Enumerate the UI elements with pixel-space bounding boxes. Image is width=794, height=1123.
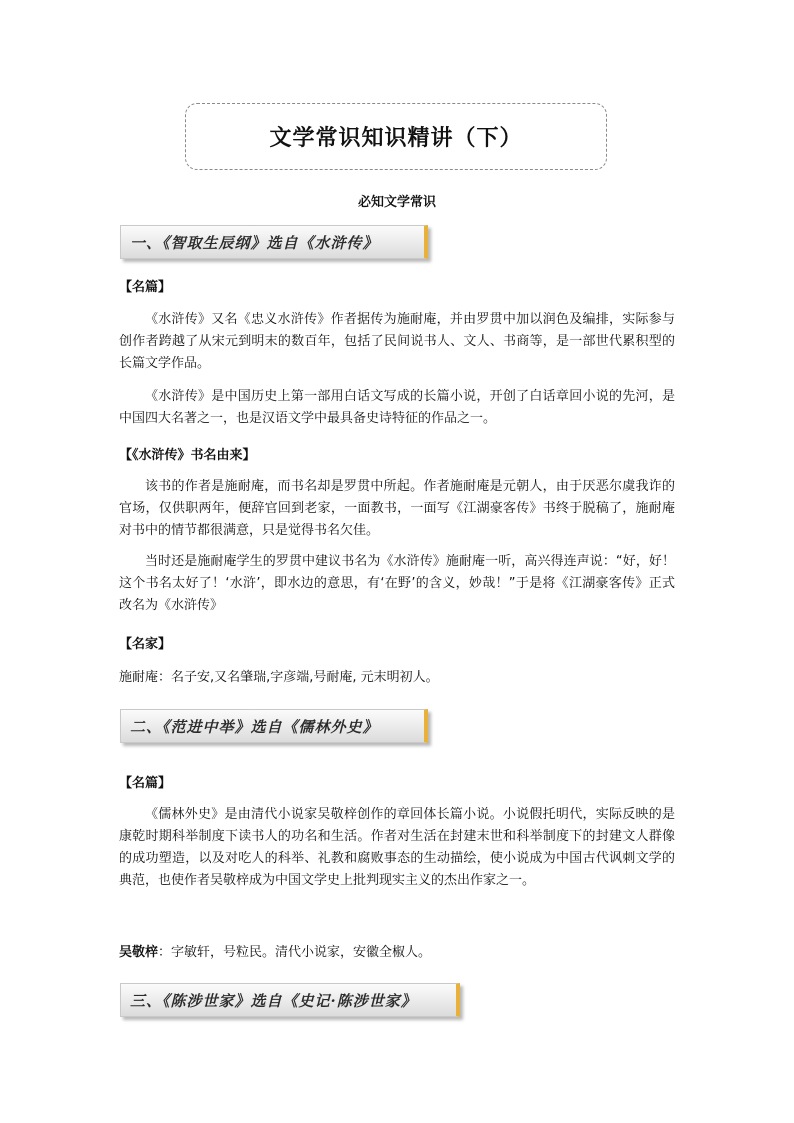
heading-title-origin: 【《水浒传》书名由来】: [119, 448, 256, 463]
heading-works-1: 【名篇】: [119, 280, 172, 295]
paragraph-origin-2: 当时还是施耐庵学生的罗贯中建议书名为《水浒传》施耐庵一听，高兴得连声说：“好，好！这个书名太好了！‘水浒’，即水边的意思，有‘在野’的含义，妙哉！”于是将《江湖豪客传》正式改名为《水浒传》: [119, 554, 675, 613]
paragraph-shuihu-intro: 《水浒传》又名《忠义水浒传》作者据传为施耐庵，并由罗贯中加以润色及编排，实际参与创作者跨越了从宋元到明末的数百年，包括了民间说书人、文人、书商等，是一部世代累积型的长篇文学作品。: [119, 312, 675, 371]
paragraph-shuihu-status: 《水浒传》是中国历史上第一部用白话文写成的长篇小说，开创了白话章回小说的先河，是中国四大名著之一，也是汉语文学中最具备史诗特征的作品之一。: [119, 389, 675, 426]
author-line-shi-naian: 施耐庵：名子安,又名肇瑞,字彦端,号耐庵, 元末明初人。: [119, 670, 439, 685]
paragraph-origin-1: 该书的作者是施耐庵，而书名却是罗贯中所起。作者施耐庵是元朝人，由于厌恶尔虞我诈的官场，仅供职两年，便辞官回到老家，一面教书，一面写《江湖豪客传》书终于脱稿了，施耐庵对书中的情节都很满意，只是觉得书名欠佳。: [119, 479, 675, 538]
author-line-wu-jingzi: [119, 941, 431, 960]
section-banner-1: 一、《智取生辰纲》选自《水浒传》: [120, 225, 428, 259]
section-banner-3: 三、《陈涉世家》选自《史记·陈涉世家》: [120, 983, 460, 1017]
paragraph-rulin-waishi: 《儒林外史》是由清代小说家吴敬梓创作的章回体长篇小说。小说假托明代，实际反映的是康乾时期科举制度下读书人的功名和生活。作者对生活在封建末世和科举制度下的封建文人群像的成功塑造，以及对吃人的科举、礼教和腐败事态的生动描绘，使小说成为中国古代讽刺文学的典范，也使作者吴敬梓成为中国文学史上批判现实主义的杰出作家之一。: [119, 807, 675, 888]
section-banner-2: 二、《范进中举》选自《儒林外史》: [120, 709, 428, 743]
page-subtitle: 必知文学常识: [357, 195, 436, 210]
page-title: 文学常识知识精讲（下）: [269, 125, 523, 151]
author-name: 吴敬梓: [119, 945, 159, 960]
heading-author-1: 【名家】: [119, 637, 172, 652]
heading-works-2: 【名篇】: [119, 776, 172, 791]
author-desc: ：字敏轩，号粒民。清代小说家，安徽全椒人。: [158, 945, 432, 960]
title-box: [185, 103, 607, 170]
